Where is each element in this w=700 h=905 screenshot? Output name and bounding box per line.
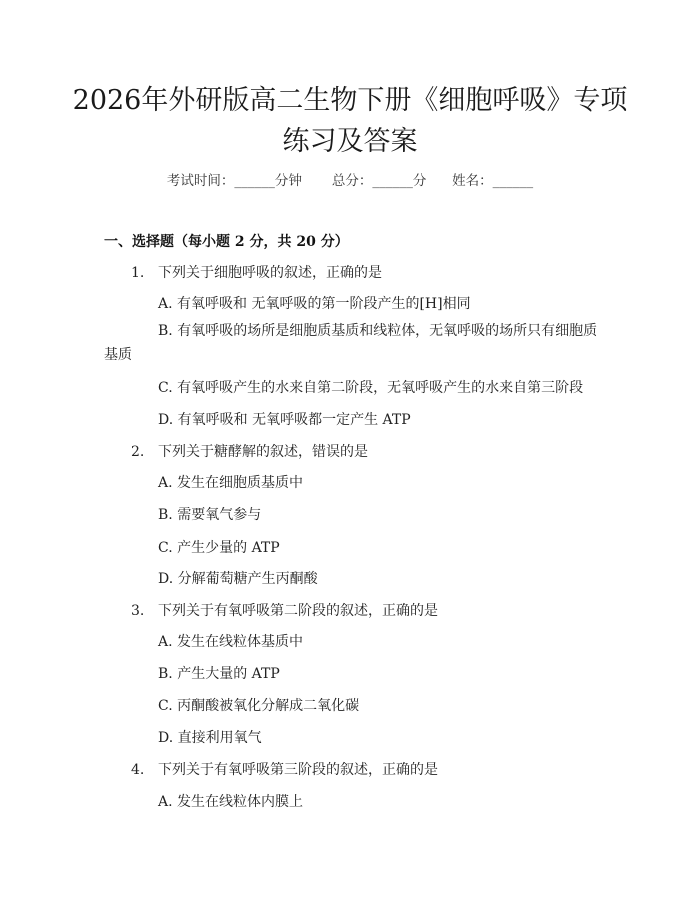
question-number: 3. [131, 603, 145, 619]
option-2d: D. 分解葡萄糖产生丙酮酸 [158, 571, 318, 587]
option-3b: B. 产生大量的 ATP [158, 666, 280, 682]
option-1d: D. 有氧呼吸和 无氧呼吸都一定产生 ATP [158, 412, 411, 428]
option-1c: C. 有氧呼吸产生的水来自第二阶段，无氧呼吸产生的水来自第三阶段 [158, 380, 584, 396]
question-1 [131, 262, 382, 282]
question-number: 4. [131, 762, 145, 778]
question-stem: 下列关于细胞呼吸的叙述，正确的是 [158, 265, 382, 281]
exam-time-field: 考试时间：______分钟 [166, 173, 302, 189]
question-3 [131, 600, 438, 620]
question-stem: 下列关于有氧呼吸第二阶段的叙述，正确的是 [158, 603, 438, 619]
option-2b: B. 需要氧气参与 [158, 507, 262, 523]
total-score-field: 总分：______分 [331, 173, 427, 189]
option-3a: A. 发生在线粒体基质中 [158, 634, 304, 650]
option-2a: A. 发生在细胞质基质中 [158, 475, 304, 491]
document-title: 2026年外研版高二生物下册《细胞呼吸》专项练习及答案 [72, 85, 628, 157]
question-stem: 下列关于糖酵解的叙述，错误的是 [158, 444, 368, 460]
option-1a: A. 有氧呼吸和 无氧呼吸的第一阶段产生的[H]相同 [158, 296, 471, 312]
question-2 [131, 441, 368, 461]
option-1b: B. 有氧呼吸的场所是细胞质基质和线粒体，无氧呼吸的场所只有细胞质基质 [104, 323, 598, 363]
exam-info-line [0, 169, 700, 189]
option-2c: C. 产生少量的 ATP [158, 540, 280, 556]
option-3c: C. 丙酮酸被氧化分解成二氧化碳 [158, 698, 360, 714]
question-4 [131, 759, 438, 779]
option-4a: A. 发生在线粒体内膜上 [158, 794, 304, 810]
question-number: 2. [131, 444, 145, 460]
question-stem: 下列关于有氧呼吸第三阶段的叙述，正确的是 [158, 762, 438, 778]
question-number: 1. [131, 265, 145, 281]
section-heading: 一、选择题（每小题 2 分，共 20 分） [104, 234, 349, 250]
option-3d: D. 直接利用氧气 [158, 730, 262, 746]
student-name-field: 姓名：______ [452, 173, 534, 189]
